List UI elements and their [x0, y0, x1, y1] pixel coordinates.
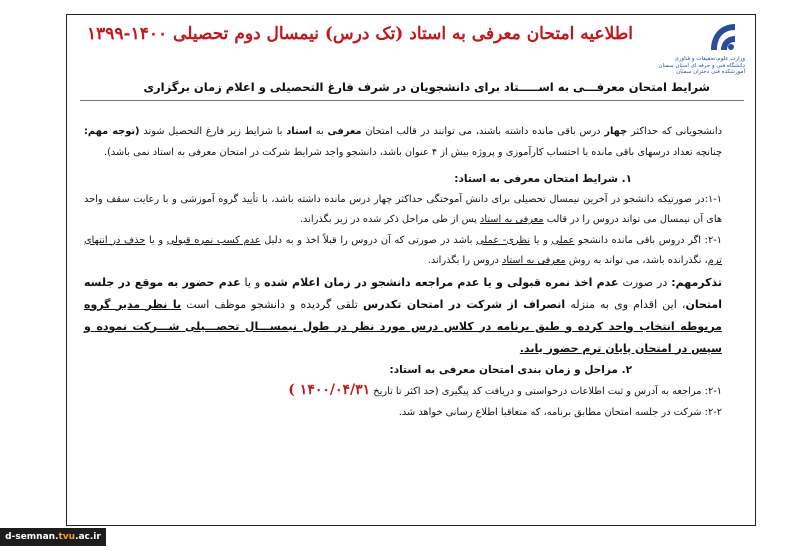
section1-heading: ۱. شرایط امتحان معرفی به استاد:	[454, 173, 632, 185]
section2-item2: ۲-۲: شرکت در جلسه امتحان مطابق برنامه، که متعاقبا اطلاع رسانی خواهد شد.	[398, 406, 722, 418]
deadline-date: ۱۴۰۰/۰۴/۳۱ )	[288, 382, 371, 398]
intro-paragraph: دانشجویانی که حداکثر چهار درس باقی مانده داشته باشند، می توانند در قالب امتحان معرفی به استاد با شرایط زیر فارغ التحصیل شوند (توجه مهم: چنانچه تعداد درسهای باقی مانده با احتساب کارآموزی و پروژه بیش از ۴ عنوان باشد، دانشجو واجد شرایط شرکت در امتحان معرفی به استاد نمی باشد).	[84, 126, 722, 158]
divider	[80, 100, 744, 101]
section2-heading: ۲. مراحل و زمان بندی امتحان معرفی به استاد:	[389, 363, 632, 376]
page-title: اطلاعیه امتحان معرفی به استاد (تک درس) نیمسال دوم تحصیلی ۱۴۰۰-۱۳۹۹	[87, 24, 633, 44]
logo-emblem-icon	[705, 20, 739, 54]
document-body	[84, 122, 722, 423]
section1-item1: ۱-۱:در صورتیکه دانشجو در آخرین نیمسال تحصیلی برای دانش آموختگی حداکثر چهار درس مانده داشته باشد، با تأیید گروه آموزشی و با رعایت سقف واحد های آن نیمسال می تواند دروس را در قالب معرفی به استاد پس از طی مراحل ذکر شده در زیر بگذراند.	[84, 193, 722, 225]
important-note: تذکرمهم: در صورت عدم اخذ نمره قبولی و یا عدم مراجعه دانشجو در زمان اعلام شده و یا عدم حضور به موقع در جلسه امتحان، این اقدام وی به منزله انصراف از شرکت در امتحان تکدرس تلقی گردیده و دانشجو موظف است با نظر مدیر گروه مربوطه انتخاب واحد کرده و طبق برنامه در کلاس درس مورد نظر در طول نیمســـال تحصـــیلی شـــرکت نموده و سپس در امتحان پایان ترم حضور یابد.	[84, 275, 723, 355]
site-url-badge[interactable]: d-semnan.tvu.ac.ir	[0, 528, 106, 546]
section1-item2: ۲-۱: اگر دروس باقی مانده دانشجو عملی و یا نظری- عملی باشد در صورتی که آن دروس را قبلاً اخذ و به دلیل عدم کسب نمره قبولی و یا حذف در انتهای ترم، نگذرانده باشد، می تواند به روش معرفی به استاد دروس را بگذراند.	[84, 234, 722, 266]
university-logo	[640, 20, 745, 82]
section2-item1: ۲-۱: مراجعه به آدرس و ثبت اطلاعات درخواستی و دریافت کد پیگیری (حد اکثر تا تاریخ ۱۴۰۰/۰۴/۳۱ )	[288, 382, 722, 398]
logo-text: وزارت علوم،تحقیقات و فناوری دانشگاه فنی و حرفه ای استان سمنان آموزشکده فنی دختران سمنان	[658, 56, 745, 75]
page-subtitle: شرایط امتحان معرفـــی به اســـــتاد برای دانشجویان در شرف فارغ التحصیلی و اعلام زمان برگزاری	[143, 80, 710, 94]
